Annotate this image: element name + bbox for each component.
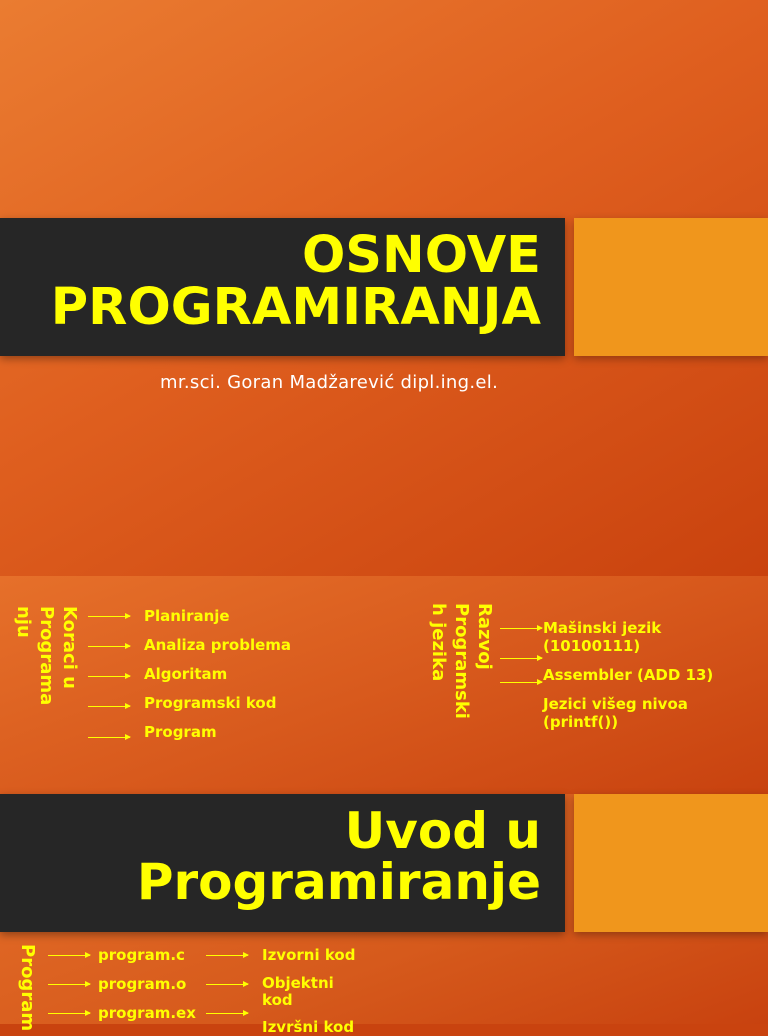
arrow <box>206 1013 248 1014</box>
title-accent-block <box>574 218 768 356</box>
step-item: Program <box>144 723 217 741</box>
arrow <box>48 955 90 956</box>
intro-title <box>136 802 541 911</box>
arrow <box>500 658 542 659</box>
arrow <box>500 682 542 683</box>
file-description: Objektni kod <box>262 974 334 1009</box>
intro-accent-block <box>574 794 768 932</box>
steps-slide <box>0 576 768 794</box>
steps-vertical-title: Koraci u Programa nju <box>13 606 80 706</box>
file-name: program.c <box>98 946 185 964</box>
language-item: Assembler (ADD 13) <box>543 666 714 684</box>
step-item: Analiza problema <box>144 636 292 654</box>
step-item: Programski kod <box>144 694 277 712</box>
program-vertical-title: Program <box>17 944 38 1032</box>
author-subtitle: mr.sci. Goran Madžarević dipl.ing.el. <box>160 372 499 393</box>
arrow <box>88 706 130 707</box>
file-name: program.ex <box>98 1004 196 1022</box>
file-description: Izvorni kod <box>262 946 356 964</box>
intro-slide <box>0 794 768 1036</box>
intro-title-band <box>0 794 565 932</box>
title-line-2: PROGRAMIRANJA <box>50 278 541 338</box>
intro-title-line-1: Uvod u <box>344 802 541 860</box>
arrow <box>48 984 90 985</box>
arrow <box>48 1013 90 1014</box>
file-name: program.o <box>98 975 187 993</box>
arrow <box>206 984 248 985</box>
languages-vertical-title: Razvoj Programski h jezika <box>428 603 495 719</box>
arrow <box>500 628 542 629</box>
arrow <box>88 646 130 647</box>
presentation-title <box>50 226 541 338</box>
language-item: Jezici višeg nivoa (printf()) <box>543 695 688 731</box>
title-line-1: OSNOVE <box>301 226 541 285</box>
title-band <box>0 218 565 356</box>
step-item: Planiranje <box>144 607 230 625</box>
arrow <box>88 676 130 677</box>
arrow <box>88 616 130 617</box>
language-item: Mašinski jezik (10100111) <box>543 619 662 655</box>
step-item: Algoritam <box>144 665 228 683</box>
arrow <box>206 955 248 956</box>
arrow <box>88 737 130 738</box>
file-description: Izvršni kod <box>262 1018 355 1036</box>
intro-title-line-2: Programiranje <box>136 853 541 911</box>
